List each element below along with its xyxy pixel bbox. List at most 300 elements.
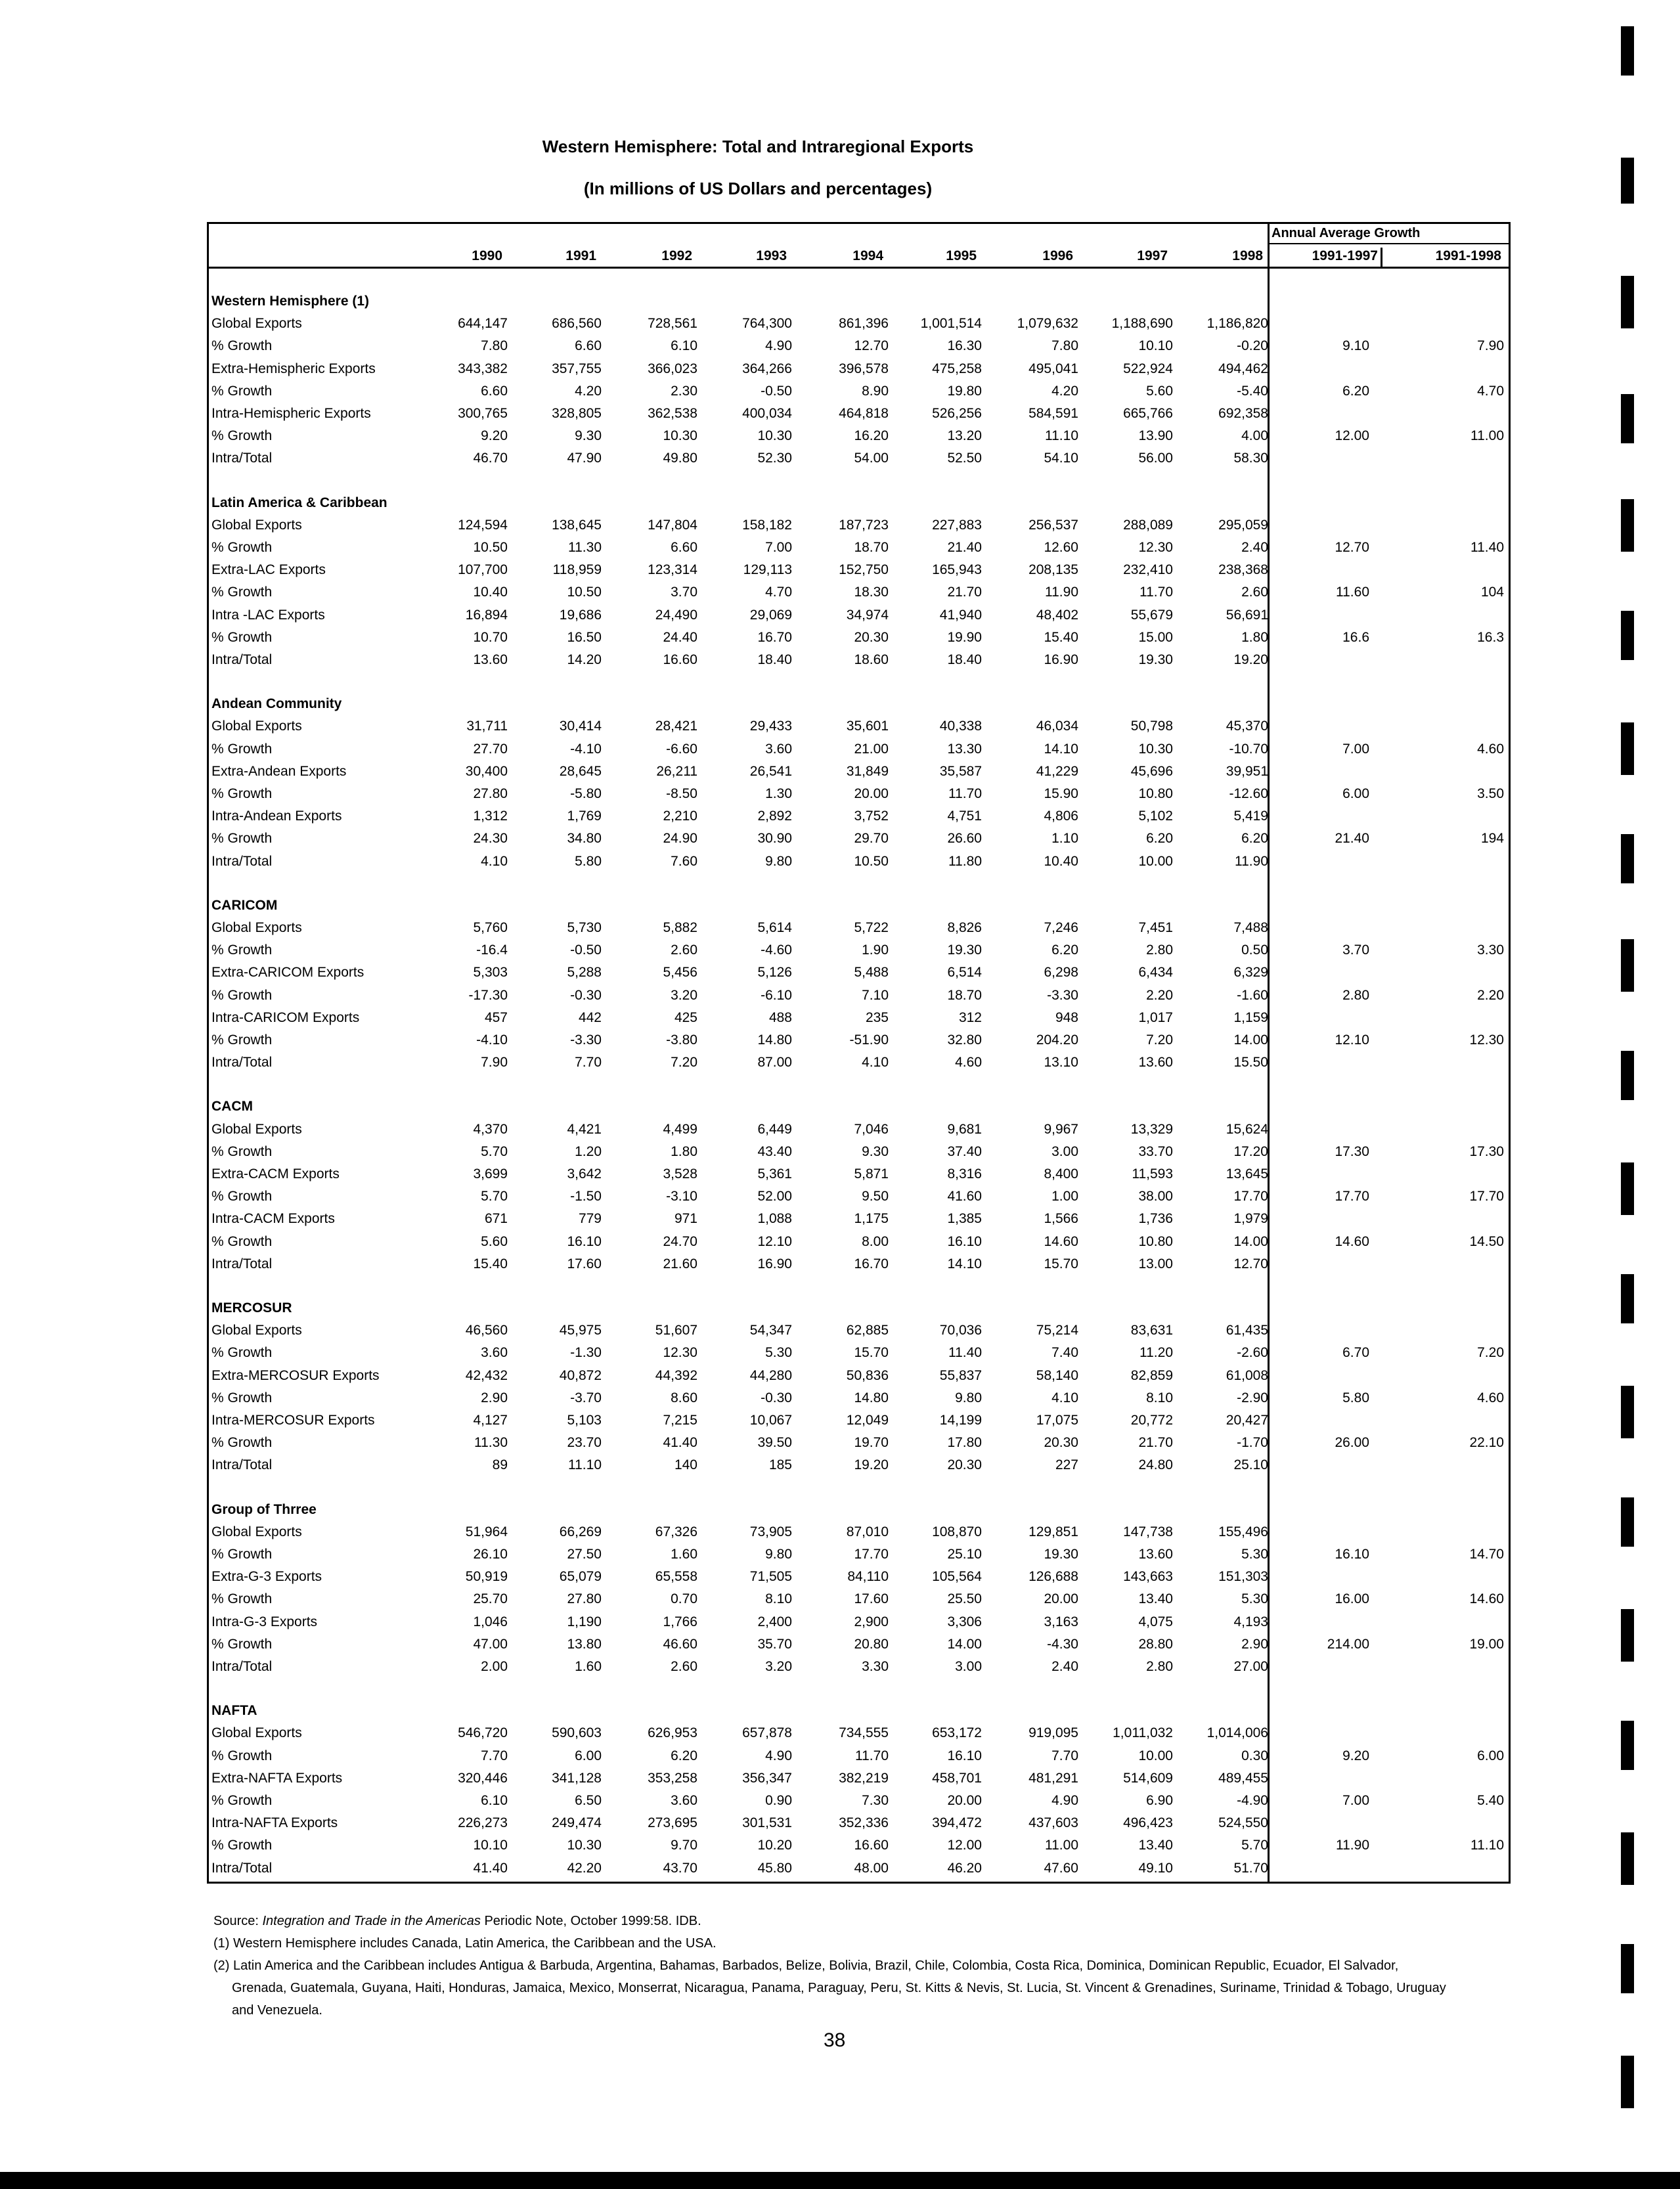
- cell-value: 9,681: [947, 1121, 982, 1137]
- cell-value: 107,700: [458, 562, 508, 578]
- cell-value: 4.20: [575, 383, 602, 399]
- growth-value: 7.20: [1477, 1345, 1504, 1361]
- row-label: % Growth: [211, 629, 273, 645]
- table-row: [211, 316, 1505, 336]
- cell-value: 89: [492, 1457, 508, 1473]
- header-rule: [207, 267, 1511, 269]
- cell-value: 4,193: [1233, 1614, 1268, 1629]
- row-label: Intra/Total: [211, 652, 273, 667]
- row-label: % Growth: [211, 338, 273, 354]
- cell-value: 26,541: [749, 763, 792, 779]
- cell-value: 7.20: [671, 1055, 697, 1071]
- cell-value: 5.70: [481, 1189, 508, 1205]
- cell-value: 40,872: [559, 1367, 602, 1383]
- table-row: [211, 1435, 1505, 1455]
- cell-value: 6.60: [575, 338, 602, 354]
- scan-edge-mark: [1621, 1832, 1634, 1885]
- cell-value: 129,851: [1028, 1524, 1078, 1539]
- cell-value: -1.50: [570, 1189, 602, 1205]
- cell-value: 10.00: [1138, 1748, 1173, 1763]
- row-label: Extra-G-3 Exports: [211, 1569, 322, 1585]
- cell-value: 6,298: [1044, 965, 1078, 981]
- row-label: % Growth: [211, 741, 273, 757]
- cell-value: 13.10: [1044, 1055, 1078, 1071]
- cell-value: 62,885: [846, 1323, 889, 1338]
- row-label: % Growth: [211, 1345, 273, 1361]
- table-row: [211, 338, 1505, 358]
- section-header: [211, 294, 1505, 313]
- cell-value: 249,474: [552, 1815, 602, 1831]
- cell-value: 2,900: [854, 1614, 889, 1629]
- cell-value: 34.80: [567, 831, 602, 847]
- growth-value: 4.70: [1477, 383, 1504, 399]
- row-label: Intra/Total: [211, 1256, 273, 1271]
- cell-value: 5,456: [663, 965, 697, 981]
- cell-value: 10.80: [1138, 786, 1173, 801]
- cell-value: 11.20: [1139, 1345, 1173, 1361]
- cell-value: -6.60: [666, 741, 697, 757]
- growth-period-header: 1991-1998: [1435, 248, 1501, 263]
- cell-value: 11.90: [1235, 853, 1268, 869]
- cell-value: 1.80: [671, 1143, 697, 1159]
- cell-value: 10.80: [1138, 1233, 1173, 1249]
- cell-value: 6,434: [1138, 965, 1173, 981]
- cell-value: 238,368: [1218, 562, 1268, 578]
- cell-value: 42.20: [567, 1860, 602, 1876]
- cell-value: 328,805: [552, 406, 602, 421]
- growth-value: 14.60: [1469, 1591, 1504, 1607]
- cell-value: 16.50: [567, 629, 602, 645]
- row-label: % Growth: [211, 1143, 273, 1159]
- cell-value: 4,806: [1044, 808, 1078, 824]
- scan-edge-mark: [1621, 1274, 1634, 1323]
- cell-value: 19.30: [1138, 652, 1173, 667]
- cell-value: 13.60: [1138, 1055, 1173, 1071]
- cell-value: -5.80: [570, 786, 602, 801]
- cell-value: -51.90: [849, 1032, 889, 1048]
- table-row: [211, 562, 1505, 582]
- cell-value: 3.00: [1051, 1143, 1078, 1159]
- table-row: [211, 741, 1505, 761]
- cell-value: 4.60: [955, 1055, 982, 1071]
- cell-value: 30,400: [465, 763, 508, 779]
- cell-value: 2.60: [671, 1659, 697, 1674]
- cell-value: 47.90: [567, 451, 602, 466]
- growth-value: 4.60: [1477, 741, 1504, 757]
- cell-value: -10.70: [1229, 741, 1268, 757]
- cell-value: -2.90: [1237, 1390, 1268, 1405]
- cell-value: 27.50: [567, 1547, 602, 1562]
- cell-value: 1,736: [1138, 1211, 1173, 1227]
- cell-value: 343,382: [458, 361, 508, 376]
- cell-value: -1.30: [570, 1345, 602, 1361]
- cell-value: 301,531: [742, 1815, 792, 1831]
- cell-value: 2.60: [671, 942, 697, 958]
- cell-value: 45.80: [757, 1860, 792, 1876]
- growth-value: 7.00: [1342, 741, 1369, 757]
- cell-value: 7.20: [1146, 1032, 1173, 1048]
- cell-value: 19.30: [1044, 1547, 1078, 1562]
- row-label: % Growth: [211, 1032, 273, 1048]
- row-label: % Growth: [211, 1435, 273, 1451]
- cell-value: 5.30: [765, 1345, 792, 1361]
- cell-value: 13.30: [947, 741, 982, 757]
- row-label: % Growth: [211, 1189, 273, 1205]
- cell-value: 295,059: [1218, 517, 1268, 533]
- row-label: % Growth: [211, 942, 273, 958]
- cell-value: 9,967: [1044, 1121, 1078, 1137]
- growth-value: 7.00: [1342, 1793, 1369, 1808]
- cell-value: 54,347: [749, 1323, 792, 1338]
- cell-value: 400,034: [742, 406, 792, 421]
- cell-value: 590,603: [552, 1725, 602, 1741]
- table-row: [211, 1815, 1505, 1835]
- cell-value: 1,385: [947, 1211, 982, 1227]
- table-frame: [207, 222, 1270, 1884]
- cell-value: 1,079,632: [1017, 316, 1078, 332]
- cell-value: 475,258: [932, 361, 982, 376]
- cell-value: 10.30: [757, 428, 792, 444]
- cell-value: 126,688: [1028, 1569, 1078, 1585]
- cell-value: 734,555: [839, 1725, 889, 1741]
- cell-value: 16.10: [947, 1233, 982, 1249]
- cell-value: -8.50: [666, 786, 697, 801]
- cell-value: 50,836: [846, 1367, 889, 1383]
- row-label: Extra-CACM Exports: [211, 1166, 340, 1182]
- row-label: Extra-Andean Exports: [211, 763, 347, 779]
- row-label: Global Exports: [211, 1524, 302, 1539]
- cell-value: -0.50: [570, 942, 602, 958]
- cell-value: 1,312: [473, 808, 508, 824]
- growth-value: 14.50: [1469, 1233, 1504, 1249]
- table-row: [211, 1547, 1505, 1566]
- row-label: % Growth: [211, 428, 273, 444]
- cell-value: 8,400: [1044, 1166, 1078, 1182]
- cell-value: 20.00: [854, 786, 889, 801]
- cell-value: 208,135: [1028, 562, 1078, 578]
- growth-value: 22.10: [1469, 1435, 1504, 1451]
- cell-value: 16.70: [757, 629, 792, 645]
- cell-value: -6.10: [761, 987, 792, 1003]
- cell-value: 15.40: [473, 1256, 508, 1271]
- cell-value: 495,041: [1028, 361, 1078, 376]
- cell-value: 657,878: [742, 1725, 792, 1741]
- cell-value: 5.70: [481, 1143, 508, 1159]
- cell-value: 15.40: [1044, 629, 1078, 645]
- cell-value: 5,760: [473, 920, 508, 935]
- cell-value: 14.10: [947, 1256, 982, 1271]
- cell-value: 437,603: [1028, 1815, 1078, 1831]
- cell-value: 1,046: [473, 1614, 508, 1629]
- cell-value: 1.30: [765, 786, 792, 801]
- cell-value: 227: [1055, 1457, 1078, 1473]
- table-row: [211, 1032, 1505, 1052]
- table-row: [211, 1457, 1505, 1477]
- growth-value: 6.70: [1342, 1345, 1369, 1361]
- cell-value: 52.00: [757, 1189, 792, 1205]
- cell-value: 26.60: [947, 831, 982, 847]
- cell-value: 312: [958, 1009, 982, 1025]
- cell-value: 65,558: [655, 1569, 697, 1585]
- row-label: Global Exports: [211, 719, 302, 734]
- cell-value: 11,593: [1132, 1166, 1173, 1182]
- scan-edge-mark: [1621, 394, 1634, 443]
- cell-value: 24.70: [663, 1233, 697, 1249]
- growth-value: 14.60: [1335, 1233, 1369, 1249]
- cell-value: 1,017: [1138, 1009, 1173, 1025]
- cell-value: 3.20: [671, 987, 697, 1003]
- row-label: % Growth: [211, 1233, 273, 1249]
- cell-value: 1,186,820: [1206, 316, 1268, 332]
- cell-value: 15.90: [1044, 786, 1078, 801]
- table-row: [211, 1659, 1505, 1679]
- growth-value: 6.00: [1477, 1748, 1504, 1763]
- row-label: Intra-Andean Exports: [211, 808, 342, 824]
- growth-value: 16.00: [1335, 1591, 1369, 1607]
- cell-value: 25.10: [1233, 1457, 1268, 1473]
- row-label: Global Exports: [211, 1121, 302, 1137]
- source-prefix: Source:: [213, 1914, 263, 1928]
- cell-value: 24,490: [655, 607, 697, 623]
- cell-value: 58.30: [1233, 451, 1268, 466]
- cell-value: 2.80: [1146, 942, 1173, 958]
- cell-value: 382,219: [839, 1770, 889, 1786]
- cell-value: 41,940: [939, 607, 982, 623]
- cell-value: 4.70: [765, 585, 792, 600]
- cell-value: 187,723: [839, 517, 889, 533]
- page-number: 38: [824, 2029, 846, 2051]
- cell-value: 20,772: [1130, 1413, 1173, 1428]
- scan-edge-mark: [1621, 1051, 1634, 1100]
- cell-value: 27.70: [473, 741, 508, 757]
- cell-value: -3.80: [666, 1032, 697, 1048]
- section-title: CACM: [211, 1099, 253, 1115]
- cell-value: 2,210: [663, 808, 697, 824]
- cell-value: 11.00: [1045, 1838, 1078, 1853]
- cell-value: 46.70: [473, 451, 508, 466]
- cell-value: 692,358: [1218, 406, 1268, 421]
- cell-value: 4.90: [765, 1748, 792, 1763]
- table-row: [211, 1838, 1505, 1857]
- cell-value: 55,679: [1130, 607, 1173, 623]
- cell-value: 19.70: [854, 1435, 889, 1451]
- cell-value: 3,306: [947, 1614, 982, 1629]
- cell-value: 83,631: [1130, 1323, 1173, 1338]
- cell-value: 50,919: [465, 1569, 508, 1585]
- scan-edge-mark: [1621, 722, 1634, 775]
- cell-value: 20.30: [947, 1457, 982, 1473]
- row-label: % Growth: [211, 831, 273, 847]
- cell-value: 6.10: [671, 338, 697, 354]
- cell-value: 13.60: [1138, 1547, 1173, 1562]
- cell-value: 10.50: [473, 540, 508, 555]
- table-row: [211, 1569, 1505, 1589]
- cell-value: 5,730: [567, 920, 602, 935]
- row-label: Global Exports: [211, 920, 302, 935]
- cell-value: 14,199: [939, 1413, 982, 1428]
- cell-value: 21.00: [854, 741, 889, 757]
- cell-value: 2.90: [1241, 1636, 1268, 1652]
- growth-value: 9.20: [1342, 1748, 1369, 1763]
- cell-value: 7.60: [671, 853, 697, 869]
- cell-value: 20.30: [1044, 1435, 1078, 1451]
- cell-value: -4.10: [476, 1032, 508, 1048]
- cell-value: 26.10: [473, 1547, 508, 1562]
- cell-value: 44,280: [749, 1367, 792, 1383]
- cell-value: 8.60: [671, 1390, 697, 1405]
- year-header: 1998: [1232, 248, 1263, 263]
- table-row: [211, 1725, 1505, 1745]
- cell-value: 728,561: [648, 316, 697, 332]
- cell-value: 4.20: [1051, 383, 1078, 399]
- cell-value: 129,113: [743, 562, 792, 578]
- cell-value: 16.60: [854, 1838, 889, 1853]
- cell-value: 3,752: [854, 808, 889, 824]
- row-label: Global Exports: [211, 316, 302, 332]
- cell-value: -1.70: [1237, 1435, 1268, 1451]
- cell-value: 147,804: [648, 517, 697, 533]
- table-row: [211, 384, 1505, 403]
- cell-value: 7.70: [481, 1748, 508, 1763]
- table-row: [211, 1211, 1505, 1231]
- table-row: [211, 1524, 1505, 1544]
- annual-growth-separator: [1381, 248, 1382, 267]
- cell-value: 10.30: [1138, 741, 1173, 757]
- cell-value: 4,499: [663, 1121, 697, 1137]
- growth-value: 6.00: [1342, 786, 1369, 801]
- cell-value: 7,246: [1044, 920, 1078, 935]
- cell-value: 546,720: [458, 1725, 508, 1741]
- scan-edge-mark: [1621, 499, 1634, 552]
- cell-value: 362,538: [648, 406, 697, 421]
- cell-value: 46,034: [1036, 719, 1078, 734]
- cell-value: 4,127: [473, 1413, 508, 1428]
- cell-value: 155,496: [1218, 1524, 1268, 1539]
- cell-value: 204.20: [1036, 1032, 1078, 1048]
- cell-value: 61,008: [1226, 1367, 1268, 1383]
- row-label: Extra-Hemispheric Exports: [211, 361, 376, 376]
- row-label: Global Exports: [211, 517, 302, 533]
- cell-value: 16.20: [854, 428, 889, 444]
- cell-value: 5.60: [1146, 383, 1173, 399]
- cell-value: 396,578: [839, 361, 889, 376]
- cell-value: 158,182: [742, 517, 792, 533]
- cell-value: 6.10: [481, 1793, 508, 1808]
- table-row: [211, 585, 1505, 604]
- table-row: [211, 1861, 1505, 1880]
- cell-value: -16.4: [476, 942, 508, 958]
- growth-value: 12.10: [1335, 1032, 1369, 1048]
- source-publication: Integration and Trade in the Americas: [262, 1914, 481, 1928]
- growth-value: 5.40: [1477, 1793, 1504, 1808]
- cell-value: 43.40: [757, 1143, 792, 1159]
- scan-edge-mark: [1621, 1721, 1634, 1770]
- cell-value: 3.60: [481, 1345, 508, 1361]
- cell-value: 52.50: [947, 451, 982, 466]
- cell-value: 1,566: [1044, 1211, 1078, 1227]
- growth-value: 12.00: [1335, 428, 1369, 444]
- cell-value: 17.60: [854, 1591, 889, 1607]
- cell-value: 13,645: [1226, 1166, 1268, 1182]
- table-row: [211, 764, 1505, 784]
- cell-value: 56.00: [1138, 451, 1173, 466]
- cell-value: 46,560: [465, 1323, 508, 1338]
- cell-value: 10.20: [757, 1838, 792, 1853]
- cell-value: 185: [768, 1457, 792, 1473]
- scan-edge-mark: [1621, 1386, 1634, 1438]
- table-row: [211, 1771, 1505, 1790]
- cell-value: 27.80: [567, 1591, 602, 1607]
- cell-value: 14.10: [1044, 741, 1078, 757]
- cell-value: 366,023: [648, 361, 697, 376]
- cell-value: 24.30: [473, 831, 508, 847]
- cell-value: 21.70: [947, 585, 982, 600]
- table-row: [211, 1256, 1505, 1276]
- cell-value: 13.20: [947, 428, 982, 444]
- cell-value: 84,110: [847, 1569, 889, 1585]
- cell-value: 16.90: [1044, 652, 1078, 667]
- cell-value: 1,001,514: [920, 316, 982, 332]
- footnote-2: (2) Latin America and the Caribbean includes Antigua & Barbuda, Argentina, Bahamas, Barbados, Belize, Bolivia, Brazil, Chile, Colombia, Costa Rica, Dominica, Dominican Republic, Ecuador, El Salvador, Grenada, Guatemala, Guyana, Haiti, Honduras, Jamaica, Mexico, Monserrat, Nicaragua, Panama, Paraguay, Peru, St. Kitts & Nevis, St. Lucia, St. Vincent & Grenadines, Suriname, Trinidad & Tobago, Uruguay and Venezuela.: [213, 1958, 1446, 2018]
- cell-value: -17.30: [468, 987, 508, 1003]
- cell-value: 11.10: [1045, 428, 1078, 444]
- table-row: [211, 786, 1505, 806]
- cell-value: 7,046: [854, 1121, 889, 1137]
- growth-value: 19.00: [1469, 1636, 1504, 1652]
- cell-value: 6.20: [1146, 831, 1173, 847]
- row-label: Extra-NAFTA Exports: [211, 1770, 343, 1786]
- cell-value: 12.60: [1044, 540, 1078, 555]
- cell-value: 7.40: [1051, 1345, 1078, 1361]
- cell-value: 13.40: [1138, 1591, 1173, 1607]
- cell-value: 5,722: [854, 920, 889, 935]
- scan-bottom-edge: [0, 2172, 1680, 2189]
- cell-value: 56,691: [1226, 607, 1268, 623]
- cell-value: 13.80: [567, 1636, 602, 1652]
- cell-value: -0.30: [570, 987, 602, 1003]
- row-label: Intra/Total: [211, 1457, 273, 1473]
- cell-value: 2,400: [757, 1614, 792, 1629]
- cell-value: 105,564: [932, 1569, 982, 1585]
- cell-value: 17.70: [1233, 1189, 1268, 1205]
- cell-value: -3.30: [1047, 987, 1078, 1003]
- cell-value: 16.30: [947, 338, 982, 354]
- year-header: 1993: [756, 248, 787, 263]
- cell-value: 1.90: [862, 942, 889, 958]
- row-label: Intra/Total: [211, 1860, 273, 1876]
- cell-value: 1.00: [1051, 1189, 1078, 1205]
- cell-value: 15,624: [1226, 1121, 1268, 1137]
- cell-value: 140: [674, 1457, 697, 1473]
- row-label: Intra/Total: [211, 853, 273, 869]
- cell-value: 5,288: [567, 965, 602, 981]
- section-title: Andean Community: [211, 696, 342, 712]
- cell-value: 273,695: [648, 1815, 697, 1831]
- table-row: [211, 1122, 1505, 1141]
- cell-value: 12.70: [1233, 1256, 1268, 1271]
- cell-value: 14.80: [757, 1032, 792, 1048]
- cell-value: 18.60: [854, 652, 889, 667]
- cell-value: 2.20: [1146, 987, 1173, 1003]
- cell-value: 10.50: [854, 853, 889, 869]
- table-row: [211, 1010, 1505, 1030]
- scan-edge-mark: [1621, 1162, 1634, 1215]
- page-subtitle: (In millions of US Dollars and percentages): [583, 179, 933, 198]
- cell-value: 73,905: [749, 1524, 792, 1539]
- row-label: Intra-CACM Exports: [211, 1211, 335, 1227]
- cell-value: 3.60: [671, 1793, 697, 1808]
- page-title: Western Hemisphere: Total and Intraregional Exports: [542, 137, 974, 156]
